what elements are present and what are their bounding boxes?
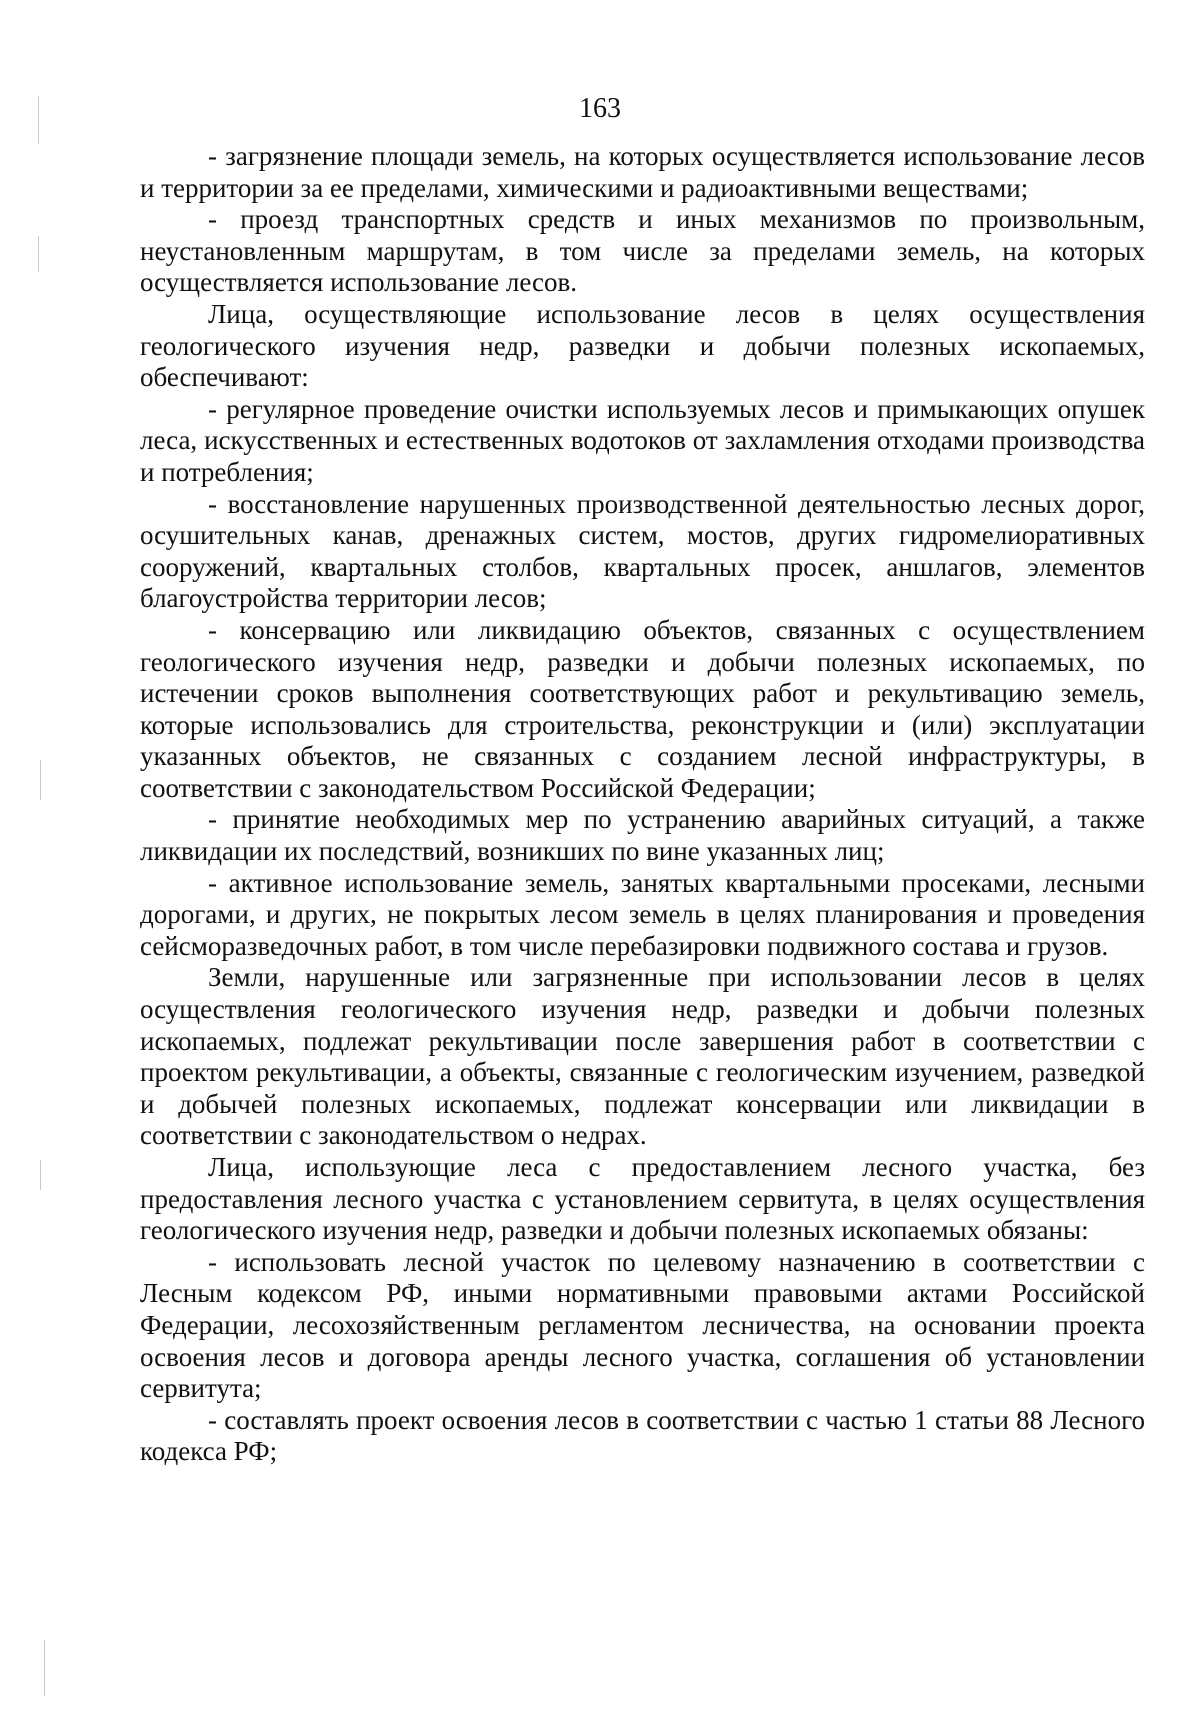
paragraph: Земли, нарушенные или загрязненные при использовании лесов в целях осуществления геологического изучения недр, разведки и добычи полезных ископаемых, подлежат рекультивации после завершения работ в соответствии с проектом рекультивации, а объекты, связанные с геологическим изучением, разведкой и добычей полезных ископаемых, подлежат консервации или ликвидации в соответствии с законодательством о недрах. [140,962,1145,1151]
paragraph-list-item: - восстановление нарушенных производственной деятельностью лесных дорог, осушительных канав, дренажных систем, мостов, других гидромелиоративных сооружений, квартальных столбов, квартальных просек, аншлагов, элементов благоустройства территории лесов; [140,488,1145,614]
paragraph-list-item: - регулярное проведение очистки используемых лесов и примыкающих опушек леса, искусственных и естественных водотоков от захламления отходами производства и потребления; [140,393,1145,487]
paragraph: Лица, использующие леса с предоставлением лесного участка, без предоставления лесного участка с установлением сервитута, в целях осуществления геологического изучения недр, разведки и добычи полезных ископаемых обязаны: [140,1152,1145,1246]
page-number: 163 [579,93,621,124]
paragraph-list-item: - проезд транспортных средств и иных механизмов по произвольным, неустановленным маршрутам, в том числе за пределами земель, на которых осуществляется использование лесов. [140,204,1145,298]
paragraph-list-item: - активное использование земель, занятых квартальными просеками, лесными дорогами, и других, не покрытых лесом земель в целях планирования и проведения сейсморазведочных работ, в том числе перебазировки подвижного состава и грузов. [140,867,1145,961]
paragraph-list-item: - использовать лесной участок по целевому назначению в соответствии с Лесным кодексом РФ, иными нормативными правовыми актами Российской Федерации, лесохозяйственным регламентом лесничества, на основании проекта освоения лесов и договора аренды лесного участка, соглашения об установлении сервитута; [140,1246,1145,1404]
scan-edge-mark [38,236,39,272]
paragraph-list-item: - принятие необходимых мер по устранению аварийных ситуаций, а также ликвидации их последствий, возникших по вине указанных лиц; [140,804,1145,867]
scan-edge-mark [44,1640,45,1696]
scan-edge-mark [40,1160,41,1190]
scan-edge-mark [40,760,41,800]
paragraph-list-item: - составлять проект освоения лесов в соответствии с частью 1 статьи 88 Лесного кодекса РФ; [140,1404,1145,1467]
document-body [140,141,1145,1468]
paragraph-list-item: - консервацию или ликвидацию объектов, связанных с осуществлением геологического изучения недр, разведки и добычи полезных ископаемых, по истечении сроков выполнения соответствующих работ и рекультивацию земель, которые использовались для строительства, реконструкции и (или) эксплуатации указанных объектов, не связанных с созданием лесной инфраструктуры, в соответствии с законодательством Российской Федерации; [140,614,1145,803]
paragraph-list-item: - загрязнение площади земель, на которых осуществляется использование лесов и территории за ее пределами, химическими и радиоактивными веществами; [140,141,1145,203]
paragraph: Лица, осуществляющие использование лесов в целях осуществления геологического изучения недр, разведки и добычи полезных ископаемых, обеспечивают: [140,298,1145,393]
